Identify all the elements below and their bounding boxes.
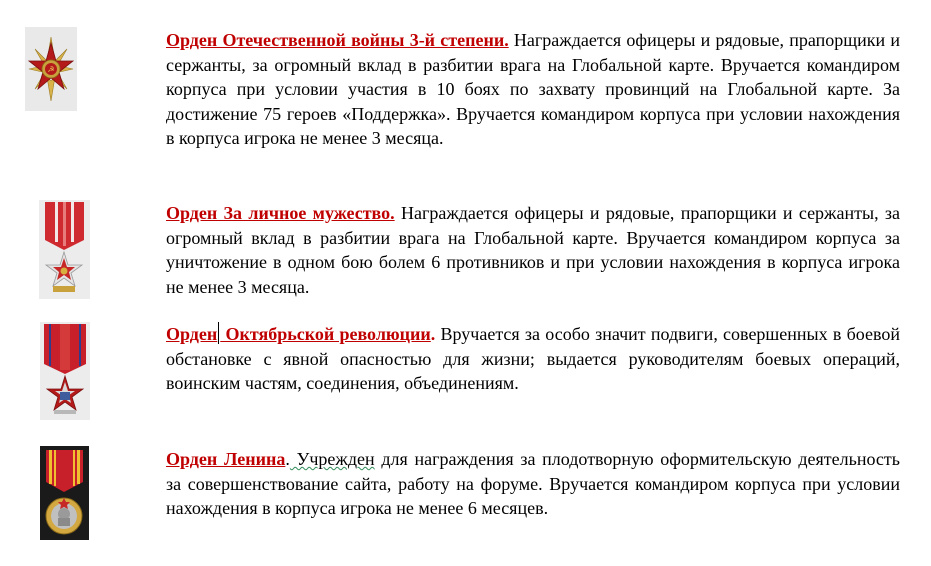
order-description: Вручается за особо значит подвиги, совершенных в боевой обстановке с явной опасностью для жизни; выдается руководителям боевых операций, воинским частям, соединения, объединениям. bbox=[166, 324, 900, 393]
order-title-dot: . bbox=[430, 324, 436, 344]
order-title[interactable]: Орден За личное мужество. bbox=[166, 203, 395, 223]
order-october-revolution-icon bbox=[40, 322, 90, 420]
order-personal-courage-icon bbox=[39, 200, 90, 299]
order-entry-patriotic-war bbox=[166, 28, 900, 151]
order-title-part-b[interactable]: Октябрьской революции bbox=[220, 324, 431, 344]
order-title[interactable]: Орден Отечественной войны 3-й степени. bbox=[166, 30, 509, 50]
order-description: Награждается офицеры и рядовые, прапорщики и сержанты, за огромный вклад в разбитии врага на Глобальной карте. Вручается командиром корпуса при условии участия в 10 боях по захвату провинций на Глобальной карте. За достижение 75 героев «Поддержка». Вручается командиром корпуса при условии нахождения в корпуса игрока не менее 3 месяца. bbox=[166, 30, 900, 148]
order-title-dot: . bbox=[285, 449, 290, 469]
order-entry-lenin bbox=[166, 447, 900, 521]
order-description: для награждения за плодотворную оформительскую деятельность за совершенствование сайта, работу на форуме. Вручается командиром корпуса при условии нахождения в корпуса игрока не менее 6 месяцев. bbox=[166, 449, 900, 518]
spellcheck-word: Учрежден bbox=[289, 449, 375, 469]
order-description: Награждается офицеры и рядовые, прапорщики и сержанты, за огромный вклад в разбитии врага на Глобальной карте. Вручается командиром корпуса за уничтожение в одном бою болем 6 противников и при условии нахождения в корпуса игрока не менее 3 месяца. bbox=[166, 203, 900, 297]
order-patriotic-war-icon bbox=[25, 27, 77, 111]
order-title-part-a[interactable]: Орден bbox=[166, 324, 218, 344]
order-title[interactable]: Орден Ленина bbox=[166, 449, 286, 469]
order-entry-personal-courage bbox=[166, 201, 900, 299]
order-entry-october-revolution bbox=[166, 322, 900, 396]
order-lenin-icon bbox=[40, 446, 89, 540]
svg-text:☭: ☭ bbox=[47, 65, 55, 74]
